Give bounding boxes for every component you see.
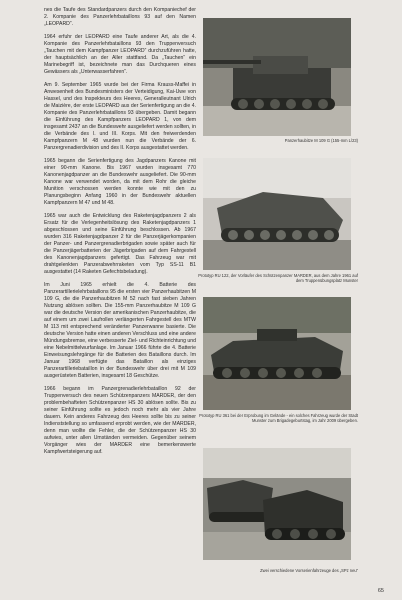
photo-caption: Zwei verschiedene Vorserienfahrzeuge des „SPz neu“: [260, 568, 358, 573]
photo-caption: Prototyp RU 122, der Vorläufer des Schützenpanzer MARDER, aus dem Jahre 1961 auf dem Truppenübungsplatz Munster: [198, 273, 358, 284]
paragraph: nes die Taufe des Standardpanzers durch den Kompaniechef der 2. Kompanie des Panzerlehrbataillons 93 auf den Namen „LEOPARD“.: [44, 7, 196, 28]
paragraph: Im Juni 1965 erhielt die 4. Batterie des Panzerartillerielehrbataillons 95 die ersten vier Panzerhaubitzen M 109 G, die die Panzerhaubitzen M 52 nach fast sieben Jahren Nutzung ablösen sollten. Die 155-mm Panzerhaubitze M 109 G war die deutsche Version der amerikanischen Panzerhaubitze, die auf einem um zwei Laufrollen verlängerten Fahrgestell des MTW M 113 mit entsprechend veränderter Panzerwanne basierte. Die deutsche Version hatte einen anderen Verschluss und eine andere Mündungsbremse, eine verbesserte Ziel- und Richteinrichtung und eine Nebelmittelwurfanlage. Im Januar 1966 führte die 4. Batterie Einweisungslehrgänge für die Batterien des Bataillons durch. Im Januar 1968 verfügte das Bataillon als einziges Panzerartilleriebataillon in der Bundeswehr über drei mit M 109 ausgerüsteten Batterien, insgesamt 18 Geschütze.: [44, 281, 196, 380]
paragraph: Am 9. September 1965 wurde bei der Firma Krauss-Maffei in Anwesenheit des Bundesministers der Verteidigung, Kai-Uwe von Hassel, und des Inspekteurs des Heeres, Generalleutnant Ulrich de Maizière, der erste LEOPARD aus der Serienfertigung an die 4. Kompanie des Panzerlehrbataillons 93 übergeben. Damit begann die Einführung des Kampfpanzers LEOPARD 1, von dem insgesamt 2437 an die Bundeswehr ausgeliefert werden sollten, in die Verbände des I. und III. Korps. Mit den freiwerdenden Kampfpanzern M 48 wurden nun die Verbände der 6. Panzergrenadierdivision und des II. Korps ausgestattet werden.: [44, 81, 196, 152]
photo-panzerhaubitze: [203, 18, 351, 136]
photo-caption: Panzerhaubitze M 109 G (155-mm L/23): [284, 138, 358, 143]
photo-spz-neu-vorserie: [203, 448, 351, 560]
page-number: 65: [377, 588, 384, 594]
photo-caption: Prototyp RU 361 bei der Erprobung im Gelände - ein solches Fahrzeug wurde der Stadt Munster zum Brigadegeburtstag, im Jahr 2009 übergeben.: [199, 413, 358, 424]
paragraph: 1964 erfuhr der LEOPARD eine Taufe anderer Art, als die 4. Kompanie des Panzerlehrbataillons 93 den Truppenversuch „Tauchen mit dem Kampfpanzer LEOPARD“ durchzuführen hatte, der hauptsächlich an der Aller stattfand. Da „Tauchen“ ein Marinebegriff ist, bezeichnete man das Durchqueren eines Gewässers als „Unterwasserfahren“.: [44, 33, 196, 75]
paragraph: 1965 begann die Serienfertigung des Jagdpanzers Kanone mit einer 90-mm Kanone. Bis 1967 wurden insgesamt 770 Kanonenjagdpanzer an die Bundeswehr ausgeliefert. Die 90-mm Kanone war verwendet worden, da mit dem Rohr die gleiche Munition verschossen werden konnte wie mit den zu Planungsbeginn Anfang 1960 in der Bundeswehr aktuellen Kampfpanzern M 47 und M 48.: [44, 157, 196, 206]
paragraph: 1965 war auch die Entwicklung des Raketenjagdpanzers 2 als Ersatz für die Verlegenheitslösung des Raketenjagdpanzers 1 abgeschlossen und seine Einführung beschlossen. Ab 1967 wurden 316 Raketenjagdpanzer 2 für die Panzerjägerkompanien der Panzer- und Panzergrenadierbrigaden sowie später auch für die Panzerjägerbatterien der Jägerbrigaden auf dem Fahrgestell des Kanonenjagdpanzers gefertigt. Das Fahrzeug war mit drahtgelenkten Panzerabwehrraketen vom Typ SS-11 B1 ausgestattet (14 Raketen Gefechtsbeladung).: [44, 212, 196, 275]
body-text-column: [44, 7, 196, 462]
photo-prototyp-ru-122: [203, 158, 351, 270]
photo-prototyp-ru-361: [203, 297, 351, 410]
paragraph: 1966 begann im Panzergrenadierlehrbataillon 92 der Truppenversuch des neuen Schützenpanzers MARDER, der den problembehafteten Schützenpanzer HS 30 ablösen sollte. Bis zu seiner Einführung sollte es jedoch noch mehr als vier Jahre dauern. Kein anderes Fahrzeug des Heeres sollte bis zu seiner Indienststellung so umfassend erprobt werden, wie der MARDER, denn man wollte die Fehler, die der Schützenpanzer HS 30 aufwies, unter allen Umständen vermeiden. Gegenüber seinem Vorgänger wies der MARDER eine bemerkenswerte Kampfwertsteigerung auf.: [44, 385, 196, 456]
